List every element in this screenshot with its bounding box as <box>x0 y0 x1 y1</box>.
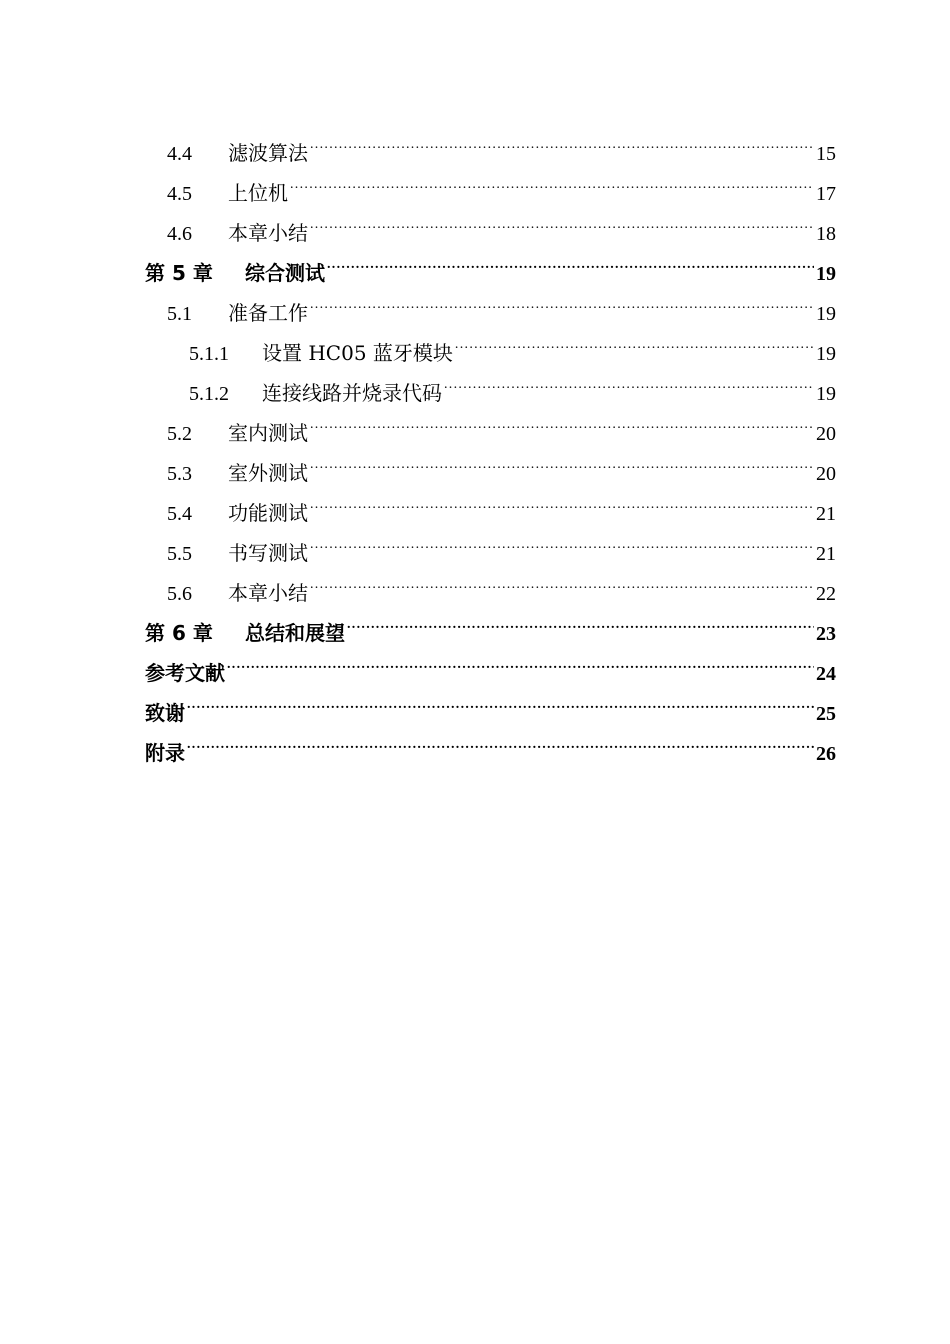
toc-entry-number: 4.4 <box>167 143 192 165</box>
toc-entry-number: 5.2 <box>167 423 192 445</box>
toc-dot-leader <box>310 280 814 320</box>
toc-entry-page: 19 <box>816 303 836 325</box>
toc-entry-page: 26 <box>816 743 836 765</box>
toc-entry-title: 设置 HC05 蓝牙模块 <box>262 341 453 365</box>
toc-dot-leader <box>310 520 814 560</box>
toc-entry-page: 21 <box>816 503 836 525</box>
toc-entry-title: 室内测试 <box>228 421 308 445</box>
toc-entry-title: 室外测试 <box>228 461 308 485</box>
toc-entry-number: 5.1 <box>167 303 192 325</box>
toc-dot-leader <box>227 640 814 680</box>
toc-entry-page: 24 <box>816 663 836 685</box>
toc-dot-leader <box>347 600 814 640</box>
toc-entry-title: 连接线路并烧录代码 <box>262 381 442 405</box>
toc-entry-number: 5.5 <box>167 543 192 565</box>
toc-dot-leader <box>310 440 814 480</box>
toc-dot-leader <box>310 200 814 240</box>
toc-entry-page: 20 <box>816 423 836 445</box>
toc-entry-title: 本章小结 <box>228 581 308 605</box>
toc-entry-title: 本章小结 <box>228 221 308 245</box>
toc-entry-title: 参考文献 <box>145 661 225 685</box>
toc-dot-leader <box>290 160 814 200</box>
toc-dot-leader <box>187 720 814 760</box>
toc-entry-page: 17 <box>816 183 836 205</box>
toc-entry[interactable] <box>145 120 836 165</box>
toc-entry-number: 5.1.2 <box>189 383 229 405</box>
toc-entry-number: 第 5 章 <box>145 261 213 285</box>
toc-entry-title: 综合测试 <box>245 261 325 285</box>
toc-entry-number: 5.1.1 <box>189 343 229 365</box>
toc-entry-number: 4.6 <box>167 223 192 245</box>
toc-entry-page: 21 <box>816 543 836 565</box>
toc-dot-leader <box>187 680 814 720</box>
toc-entry-page: 23 <box>816 623 836 645</box>
toc-entry-number: 5.3 <box>167 463 192 485</box>
toc-entry-page: 19 <box>816 383 836 405</box>
toc-entry[interactable] <box>145 720 836 765</box>
toc-entry[interactable] <box>145 680 836 725</box>
toc-entry-title: 附录 <box>145 741 185 765</box>
toc-entry-title: 上位机 <box>228 181 288 205</box>
toc-entry-title: 准备工作 <box>228 301 308 325</box>
toc-entry-title: 总结和展望 <box>245 621 345 645</box>
toc-dot-leader <box>310 560 814 600</box>
toc-dot-leader <box>310 120 814 160</box>
toc-entry[interactable] <box>145 640 836 685</box>
toc-entry-page: 18 <box>816 223 836 245</box>
toc-entry-page: 22 <box>816 583 836 605</box>
toc-dot-leader <box>327 240 814 280</box>
toc-entry-number: 4.5 <box>167 183 192 205</box>
table-of-contents <box>145 120 836 765</box>
toc-entry-page: 15 <box>816 143 836 165</box>
toc-entry-number: 5.4 <box>167 503 192 525</box>
toc-entry-number: 5.6 <box>167 583 192 605</box>
toc-entry-page: 20 <box>816 463 836 485</box>
toc-entry-page: 19 <box>816 343 836 365</box>
toc-dot-leader <box>310 400 814 440</box>
toc-dot-leader <box>310 480 814 520</box>
toc-entry-title: 滤波算法 <box>228 141 308 165</box>
toc-entry-number: 第 6 章 <box>145 621 213 645</box>
toc-entry-page: 19 <box>816 263 836 285</box>
toc-entry-title: 书写测试 <box>228 541 308 565</box>
toc-entry-page: 25 <box>816 703 836 725</box>
toc-dot-leader <box>444 360 814 400</box>
toc-entry-title: 功能测试 <box>228 501 308 525</box>
toc-entry-title: 致谢 <box>145 701 185 725</box>
toc-dot-leader <box>455 320 814 360</box>
